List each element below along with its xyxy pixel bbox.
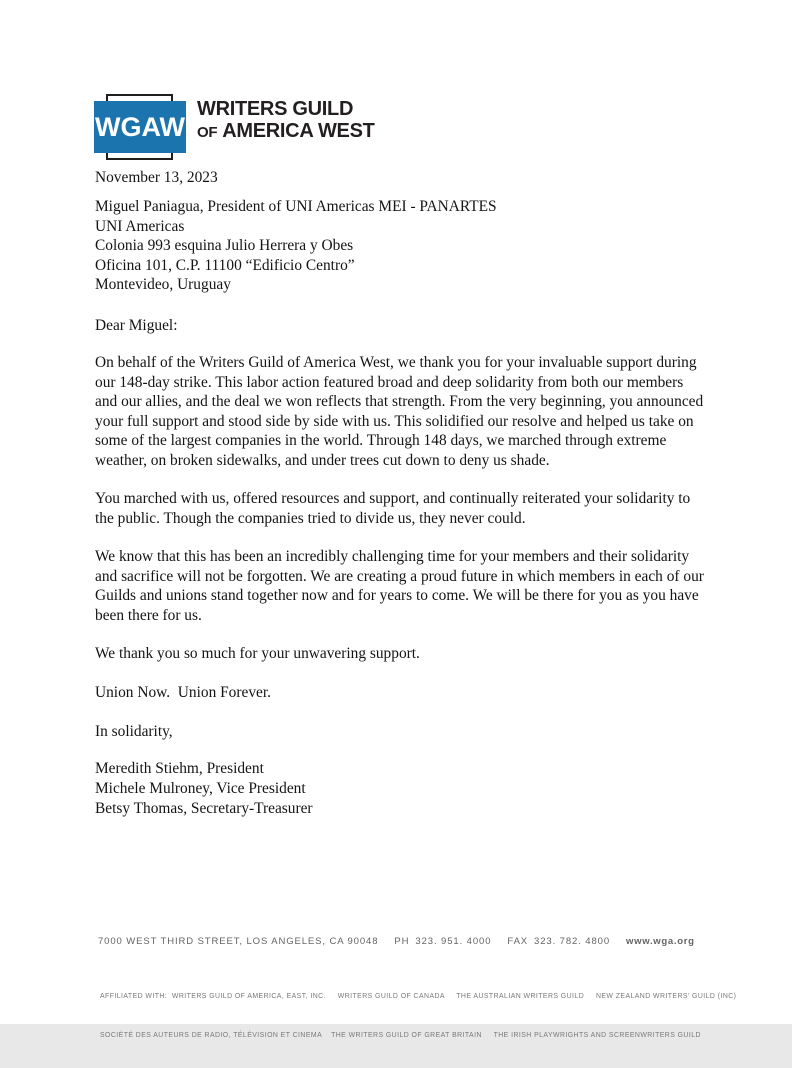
recipient-line: Colonia 993 esquina Julio Herrera y Obes — [95, 237, 354, 255]
body-paragraph: You marched with us, offered resources and support, and continually reiterated your solidarity to the public. Though the companies tried to divide us, they never could. — [95, 490, 691, 527]
footer-phone-label: PH — [394, 936, 410, 947]
recipient-line: Oficina 101, C.P. 11100 “Edificio Centro” — [95, 256, 355, 274]
salutation: Dear Miguel: — [95, 317, 178, 334]
signature-line: Betsy Thomas, Secretary-Treasurer — [95, 800, 313, 817]
letter-date: November 13, 2023 — [95, 169, 218, 186]
recipient-line: UNI Americas — [95, 217, 185, 235]
footer-website: www.wga.org — [626, 936, 695, 947]
footer-fax-number: 323. 782. 4800 — [534, 936, 611, 947]
footer-phone — [394, 936, 491, 947]
footer-fax — [507, 936, 610, 947]
affiliations — [100, 964, 740, 1068]
wgaw-logo-acronym: WGAW — [95, 111, 185, 142]
footer-street-address: 7000 WEST THIRD STREET, LOS ANGELES, CA 90048 — [98, 936, 379, 947]
affiliations-line2: SOCIÉTÉ DES AUTEURS DE RADIO, TÉLÉVISION ET CINEMA THE WRITERS GUILD OF GREAT BRITAIN THE IRISH PLAYWRIGHTS AND SCREENWRITERS GUILD — [100, 1032, 701, 1039]
recipient-line: Montevideo, Uruguay — [95, 276, 231, 294]
signature-block — [95, 759, 705, 819]
valediction: In solidarity, — [95, 723, 173, 740]
signature-line: Michele Mulroney, Vice President — [95, 780, 306, 797]
org-wordmark — [197, 98, 375, 144]
footer-contact-line — [98, 936, 738, 947]
footer-phone-number: 323. 951. 4000 — [415, 936, 492, 947]
recipient-line: Miguel Paniagua, President of UNI Americas MEI - PANARTES — [95, 198, 497, 215]
org-wordmark-line1: WRITERS GUILD — [197, 98, 354, 120]
body-paragraph: We thank you so much for your unwavering support. — [95, 645, 420, 662]
wgaw-logo-box — [94, 101, 186, 153]
wgaw-logo — [94, 94, 186, 160]
closing-slogan: Union Now. Union Forever. — [95, 684, 271, 701]
body-paragraph: On behalf of the Writers Guild of America West, we thank you for your invaluable support during our 148-day strike. This labor action featured broad and deep solidarity from both our members and our allies, and the deal we won reflects that strength. From the very beginning, you announced your full support and stood side by side with us. This solidified our resolve and helped us take on some of the largest companies in the world. Through 148 days, we marched through extreme weather, on broken sidewalks, and under trees cut down to deny us shade. — [95, 354, 704, 469]
signature-line: Meredith Stiehm, President — [95, 760, 264, 777]
org-wordmark-rest: AMERICA WEST — [222, 120, 375, 142]
org-wordmark-of: OF — [197, 124, 218, 141]
body-paragraph: We know that this has been an incredibly challenging time for your members and their solidarity and sacrifice will not be forgotten. We are creating a proud future in which members in each of our Guilds and unions stand together now and for years to come. We will be there for you as you have been there for us. — [95, 548, 704, 624]
footer-fax-label: FAX — [507, 936, 529, 947]
affiliations-line1: AFFILIATED WITH: WRITERS GUILD OF AMERICA, EAST, INC. WRITERS GUILD OF CANADA THE AUSTRALIAN WRITERS GUILD NEW ZEALAND WRITERS’ GUILD (INC) — [100, 993, 737, 1000]
recipient-address — [95, 197, 705, 295]
org-wordmark-line2 — [197, 120, 375, 144]
